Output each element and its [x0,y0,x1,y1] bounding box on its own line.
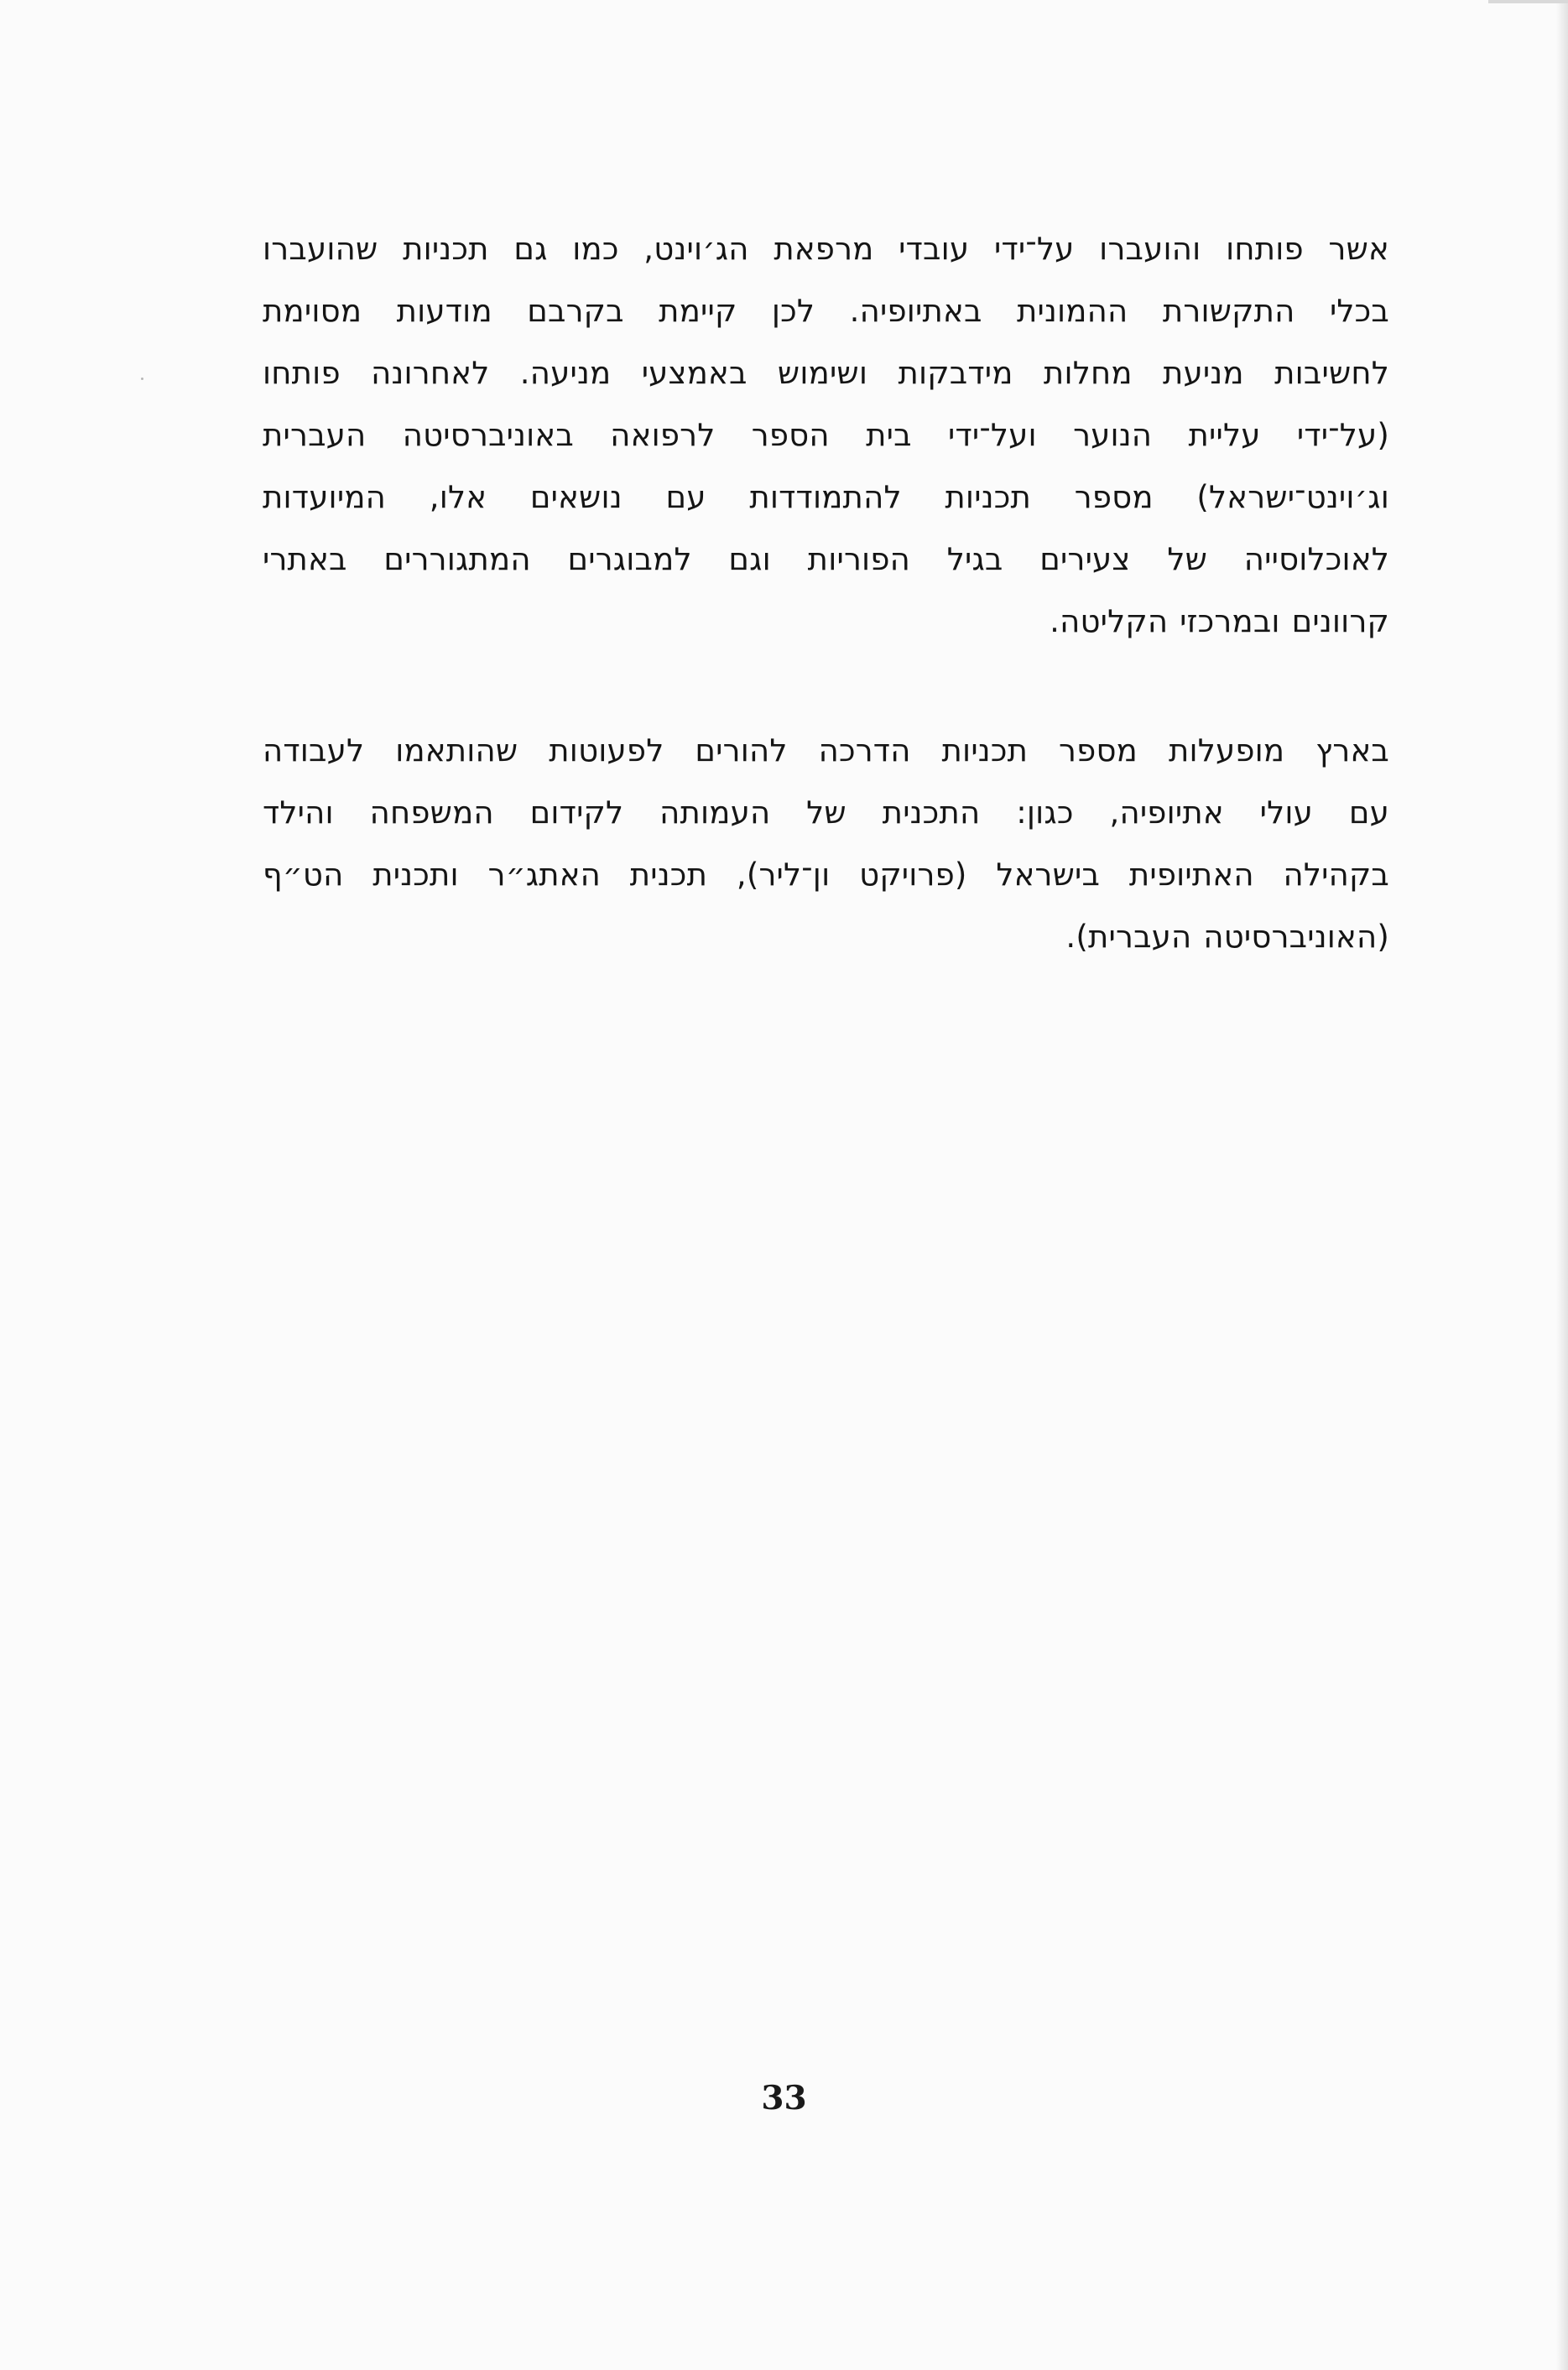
paragraph-1-line-3: לחשיבות מניעת מחלות מידבקות ושימוש באמצעי מניעה. לאחרונה פותחו [263,355,1389,391]
paragraph-2-line-4: (האוניברסיטה העברית). [1065,919,1389,955]
paragraph-1-line-4: (על־ידי עליית הנוער ועל־ידי בית הספר לרפואה באוניברסיטה העברית [263,417,1389,453]
paragraph-2-line-2: עם עולי אתיופיה, כגון: התכנית של העמותה לקידום המשפחה והילד [263,794,1389,831]
paragraph-1-line-6: לאוכלוסייה של צעירים בגיל הפוריות וגם למבוגרים המתגוררים באתרי [263,541,1389,577]
paragraph-1-line-7: קרוונים ובמרכזי הקליטה. [1050,603,1389,639]
paragraph-1 [263,218,1389,653]
paragraph-1-line-1: אשר פותחו והועברו על־ידי עובדי מרפאת הג׳וינט, כמו גם תכניות שהועברו [263,231,1389,267]
scan-edge-mark [1488,0,1568,3]
paragraph-2 [263,720,1389,968]
paragraph-2-line-3: בקהילה האתיופית בישראל (פרויקט ון־ליר), תכנית האתג״ר ותכנית הט״ף [263,857,1389,893]
scan-speck [141,378,143,380]
paragraph-1-line-5: וג׳וינט־ישראל) מספר תכניות להתמודדות עם נושאים אלו, המיועדות [263,479,1389,515]
page-number: 33 [761,2079,807,2117]
paragraph-2-line-1: בארץ מופעלות מספר תכניות הדרכה להורים לפעוטות שהותאמו לעבודה [263,732,1389,768]
page-edge-shadow [1556,0,1568,2370]
paragraph-1-line-2: בכלי התקשורת ההמונית באתיופיה. לכן קיימת בקרבם מודעות מסוימת [263,293,1389,329]
